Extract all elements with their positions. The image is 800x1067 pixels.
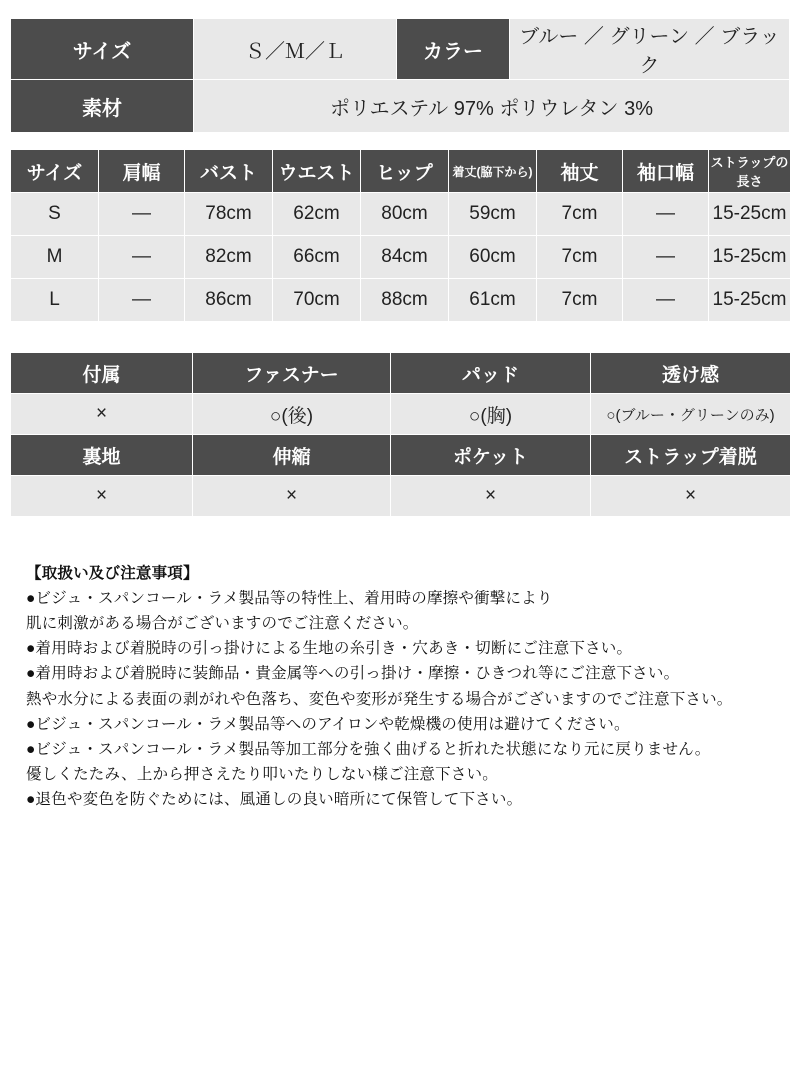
cell-bust: 78cm: [185, 193, 273, 236]
cell-cuff-width: —: [623, 236, 709, 279]
table-row: [11, 394, 791, 435]
care-note-line: ●ビジュ・スパンコール・ラメ製品等へのアイロンや乾燥機の使用は避けてください。: [26, 715, 630, 733]
cell-waist: 62cm: [273, 193, 361, 236]
cell-hip: 80cm: [361, 193, 449, 236]
cell-shoulder: —: [99, 193, 185, 236]
cell-sleeve-length: 7cm: [537, 279, 623, 322]
cell-length: 61cm: [449, 279, 537, 322]
feature-header-sheerness: 透け感: [591, 353, 791, 394]
feature-value-pocket: ×: [391, 476, 591, 517]
cell-hip: 84cm: [361, 236, 449, 279]
table-row: [11, 80, 790, 133]
feature-value-sheerness: ○(ブルー・グリーンのみ): [591, 394, 791, 435]
cell-bust: 86cm: [185, 279, 273, 322]
feature-header-strap-detach: ストラップ着脱: [591, 435, 791, 476]
feature-value-zipper: ○(後): [193, 394, 391, 435]
cell-waist: 66cm: [273, 236, 361, 279]
measurement-table: [10, 149, 791, 322]
cell-shoulder: —: [99, 279, 185, 322]
care-note-line: ●着用時および着脱時に装飾品・貴金属等への引っ掛け・摩擦・ひきつれ等にご注意下さい。: [26, 665, 680, 683]
care-note-line: 優しくたたみ、上から押さえたり叩いたりしない様ご注意下さい。: [26, 765, 498, 783]
col-header-shoulder: 肩幅: [99, 150, 185, 193]
table-row: [11, 236, 791, 279]
care-notes-title: 【取扱い及び注意事項】: [26, 565, 199, 582]
feature-header-pad: パッド: [391, 353, 591, 394]
table-header-row: [11, 435, 791, 476]
table-row: [11, 193, 791, 236]
col-header-hip: ヒップ: [361, 150, 449, 193]
col-header-size: サイズ: [11, 150, 99, 193]
table-row: [11, 279, 791, 322]
table-row: [11, 476, 791, 517]
cell-cuff-width: —: [623, 279, 709, 322]
cell-size: M: [11, 236, 99, 279]
care-note-line: 肌に刺激がある場合がございますのでご注意ください。: [26, 615, 419, 633]
feature-table: [10, 352, 791, 517]
feature-value-pad: ○(胸): [391, 394, 591, 435]
care-notes: [10, 561, 790, 812]
cell-length: 60cm: [449, 236, 537, 279]
feature-header-pocket: ポケット: [391, 435, 591, 476]
cell-size: S: [11, 193, 99, 236]
feature-header-zipper: ファスナー: [193, 353, 391, 394]
care-note-line: 熱や水分による表面の剥がれや色落ち、変色や変形が発生する場合がございますのでご注意下さい。: [26, 690, 733, 708]
col-header-waist: ウエスト: [273, 150, 361, 193]
spec-summary-table: [10, 18, 790, 133]
table-header-row: [11, 353, 791, 394]
spec-value-material: ポリエステル 97% ポリウレタン 3%: [194, 80, 790, 133]
spec-value-size: Ｓ／Ｍ／Ｌ: [194, 19, 397, 80]
col-header-strap-length: ストラップの長さ: [709, 150, 791, 193]
feature-header-accessory: 付属: [11, 353, 193, 394]
cell-strap-length: 15-25cm: [709, 236, 791, 279]
spec-label-material: 素材: [11, 80, 194, 133]
cell-length: 59cm: [449, 193, 537, 236]
cell-sleeve-length: 7cm: [537, 236, 623, 279]
col-header-bust: バスト: [185, 150, 273, 193]
feature-header-stretch: 伸縮: [193, 435, 391, 476]
cell-strap-length: 15-25cm: [709, 193, 791, 236]
feature-value-accessory: ×: [11, 394, 193, 435]
care-note-line: ●ビジュ・スパンコール・ラメ製品等加工部分を強く曲げると折れた状態になり元に戻りません。: [26, 740, 711, 758]
spec-label-color: カラー: [397, 19, 510, 80]
col-header-cuff-width: 袖口幅: [623, 150, 709, 193]
cell-cuff-width: —: [623, 193, 709, 236]
table-row: [11, 19, 790, 80]
feature-value-stretch: ×: [193, 476, 391, 517]
feature-value-strap-detach: ×: [591, 476, 791, 517]
cell-bust: 82cm: [185, 236, 273, 279]
care-note-line: ●着用時および着脱時の引っ掛けによる生地の糸引き・穴あき・切断にご注意下さい。: [26, 640, 633, 658]
col-header-length: 着丈(脇下から): [449, 150, 537, 193]
cell-sleeve-length: 7cm: [537, 193, 623, 236]
col-header-sleeve-length: 袖丈: [537, 150, 623, 193]
table-header-row: [11, 150, 791, 193]
cell-hip: 88cm: [361, 279, 449, 322]
spec-value-color: ブルー ／ グリーン ／ ブラック: [510, 19, 790, 80]
cell-size: L: [11, 279, 99, 322]
feature-header-lining: 裏地: [11, 435, 193, 476]
spec-label-size: サイズ: [11, 19, 194, 80]
care-note-line: ●退色や変色を防ぐためには、風通しの良い暗所にて保管して下さい。: [26, 790, 523, 808]
care-note-line: ●ビジュ・スパンコール・ラメ製品等の特性上、着用時の摩擦や衝撃により: [26, 590, 553, 608]
cell-strap-length: 15-25cm: [709, 279, 791, 322]
cell-shoulder: —: [99, 236, 185, 279]
feature-value-lining: ×: [11, 476, 193, 517]
cell-waist: 70cm: [273, 279, 361, 322]
